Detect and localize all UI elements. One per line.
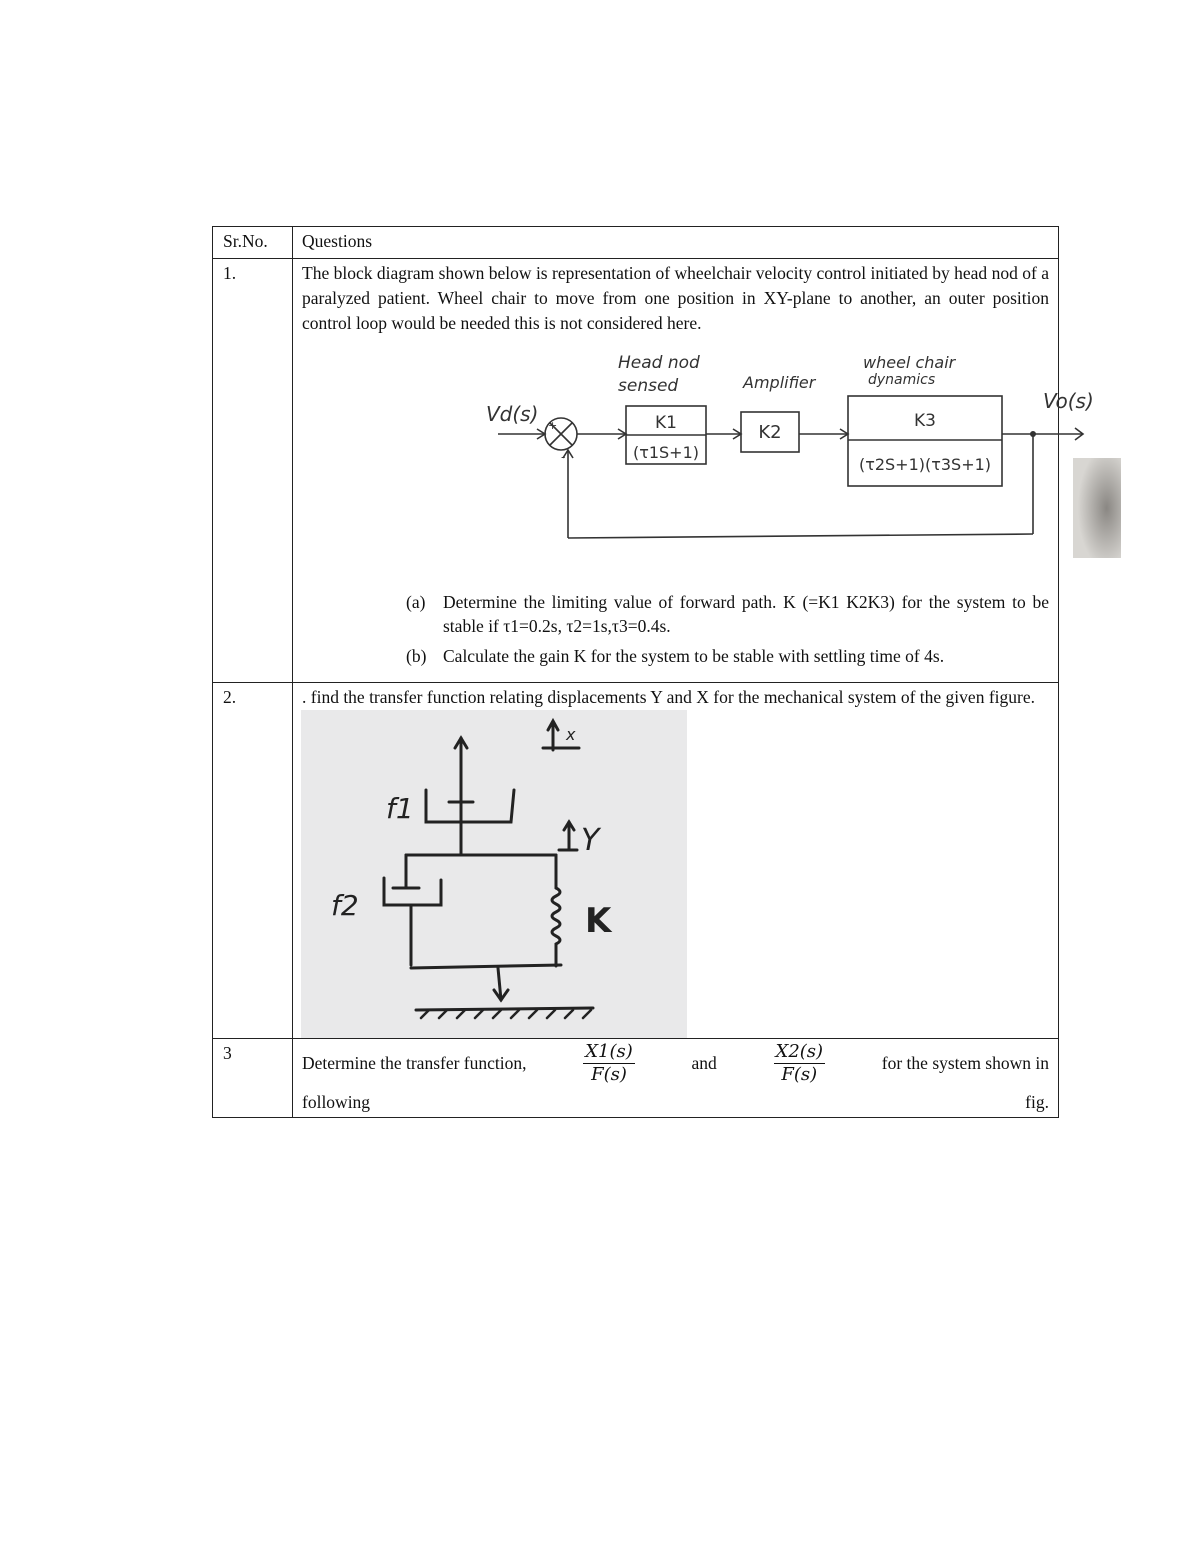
- q3-line2-right: fig.: [1025, 1092, 1049, 1112]
- q3-frac1-numerator: X1(s): [585, 1041, 633, 1062]
- q1-part-b: [406, 644, 1049, 668]
- block3-title-line2: dynamics: [868, 372, 936, 388]
- block3-denominator: (τ2S+1)(τ3S+1): [858, 455, 992, 474]
- q1-text: The block diagram shown below is representation of wheelchair velocity control initiated by head nod of a paralyzed patient. Wheel chair to move from one position in XY-plane to another, an outer position control loop would be needed this is not considered here.: [302, 263, 1049, 333]
- input-label: Vd(s): [486, 402, 539, 426]
- q3-text-after: for the system shown in: [881, 1053, 1049, 1073]
- q1-parts-list: [302, 590, 1049, 668]
- mechanical-system-svg: [301, 710, 687, 1038]
- q3-frac2-denominator: F(s): [781, 1064, 818, 1085]
- block1-numerator: K1: [655, 413, 677, 433]
- q3-fraction-2: [774, 1041, 826, 1086]
- table-header-row: [213, 227, 1059, 259]
- table-row-q1: [213, 259, 1059, 683]
- q1-part-a-label: (a): [406, 592, 426, 612]
- q1-sr-no: 1.: [213, 259, 293, 683]
- q1-part-a-text: Determine the limiting value of forward path. K (=K1 K2K3) for the system to be stable if τ1=0.2s, τ2=1s,τ3=0.4s.: [443, 592, 1049, 636]
- block1-title-line2: sensed: [618, 376, 679, 396]
- q3-frac2-numerator: X2(s): [775, 1041, 824, 1062]
- label-k: K: [585, 901, 612, 941]
- label-f2: f2: [331, 889, 359, 922]
- table-row-q3: [213, 1039, 1059, 1118]
- q3-fraction-1: [583, 1041, 635, 1086]
- q3-text-and: and: [691, 1053, 717, 1073]
- q2-cell: [293, 683, 1059, 1039]
- header-sr-no: Sr.No.: [213, 227, 293, 259]
- q3-line1: [302, 1041, 1049, 1086]
- header-questions: Questions: [293, 227, 1059, 259]
- block2-title: Amplifier: [743, 373, 816, 392]
- q3-line2: [302, 1090, 1049, 1115]
- block2-gain: K2: [758, 422, 782, 443]
- q1-block-diagram: [302, 336, 1094, 586]
- q3-line2-left: following: [302, 1092, 371, 1112]
- label-x: x: [566, 725, 576, 744]
- block3-numerator: K3: [914, 411, 936, 431]
- q1-cell: [293, 259, 1094, 683]
- output-label: Vo(s): [1043, 389, 1094, 413]
- photo-shadow: [1073, 458, 1121, 558]
- table-row-q2: [213, 683, 1059, 1039]
- block3-title-line1: wheel chair: [863, 353, 956, 372]
- q3-sr-no: 3: [213, 1039, 293, 1118]
- block1-title-line1: Head nod: [618, 353, 700, 373]
- q2-sr-no: 2.: [213, 683, 293, 1039]
- q3-text-before: Determine the transfer function,: [302, 1053, 527, 1073]
- block-diagram-svg: [293, 336, 1123, 586]
- plus-sign: +: [548, 419, 558, 432]
- q1-part-b-text: Calculate the gain K for the system to be stable with settling time of 4s.: [443, 646, 945, 666]
- q2-mechanical-figure: [302, 710, 1049, 1038]
- q1-part-b-label: (b): [406, 646, 427, 666]
- questions-table: [212, 226, 1094, 1118]
- block1-denominator: (τ1S+1): [632, 443, 700, 462]
- label-y: Y: [581, 823, 600, 858]
- q2-text: . find the transfer function relating displacements Y and X for the mechanical system of the given figure.: [302, 687, 1035, 707]
- minus-sign: -: [561, 450, 566, 464]
- q1-part-a: [406, 590, 1049, 638]
- label-f1: f1: [386, 792, 414, 825]
- q3-frac1-denominator: F(s): [591, 1064, 627, 1085]
- q3-cell: [293, 1039, 1059, 1118]
